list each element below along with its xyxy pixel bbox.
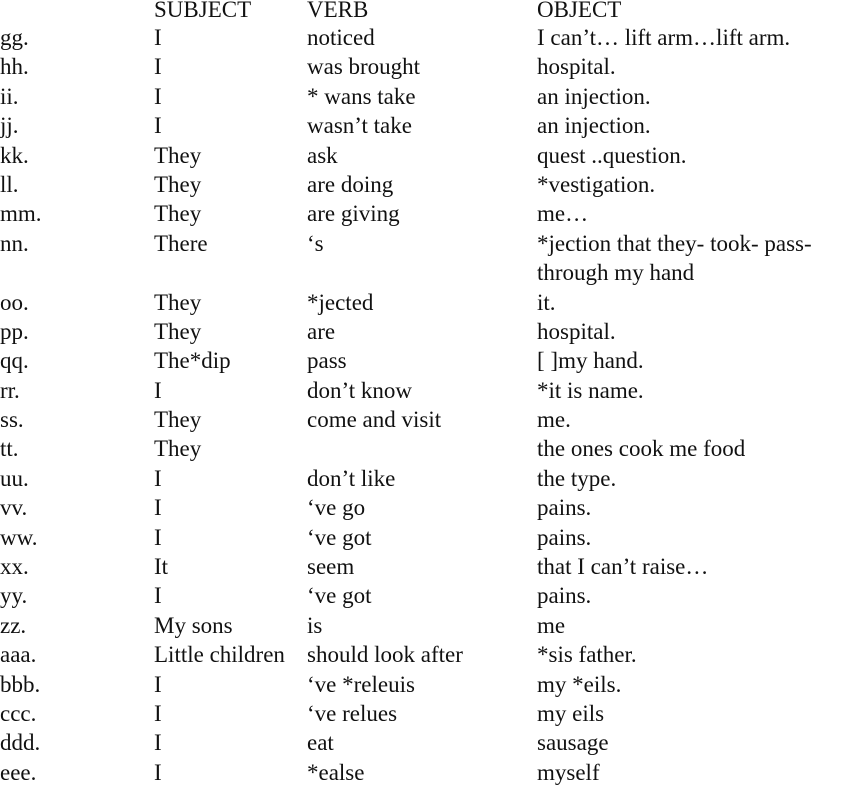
row-label: qq. — [0, 348, 29, 374]
row-label: ccc. — [0, 701, 37, 726]
table-row — [0, 288, 850, 317]
row-verb: ‘ve relues — [307, 701, 398, 726]
table-row — [0, 229, 850, 288]
row-object: *it is name. — [537, 377, 644, 403]
row-label: xx. — [0, 554, 29, 580]
row-object: it. — [537, 289, 556, 315]
row-verb: should look after — [307, 642, 463, 668]
row-subject: My sons — [154, 612, 233, 638]
row-label: oo. — [0, 289, 29, 315]
row-verb: ‘ve *releuis — [307, 671, 415, 697]
row-verb: ‘ve got — [307, 583, 372, 609]
row-label: eee. — [0, 759, 37, 785]
row-verb: come and visit — [307, 407, 442, 433]
table-row — [0, 405, 850, 434]
table-row — [0, 699, 850, 728]
row-subject: I — [154, 54, 162, 80]
row-verb: was brought — [307, 54, 421, 80]
table-row — [0, 728, 850, 757]
row-verb: ‘ve go — [307, 495, 366, 521]
table-row — [0, 23, 850, 52]
row-verb: *jected — [307, 289, 374, 315]
row-label: uu. — [0, 465, 29, 491]
row-label: yy. — [0, 583, 28, 609]
row-verb: ‘ve got — [307, 524, 372, 550]
row-verb: wasn’t take — [307, 113, 412, 139]
row-subject: They — [154, 171, 202, 197]
row-verb: are doing — [307, 171, 394, 197]
row-subject: It — [154, 554, 169, 580]
table-row — [0, 611, 850, 640]
row-object: [ ]my hand. — [537, 348, 644, 374]
table-row — [0, 758, 850, 787]
table-row — [0, 581, 850, 610]
row-label: bbb. — [0, 671, 41, 697]
row-label: aaa. — [0, 642, 37, 668]
row-object: pains. — [537, 524, 592, 550]
row-subject: I — [154, 759, 162, 785]
row-object: myself — [537, 759, 600, 785]
table-row — [0, 523, 850, 552]
row-subject: They — [154, 201, 202, 227]
table-row — [0, 199, 850, 228]
table-row — [0, 376, 850, 405]
row-verb: eat — [307, 730, 334, 756]
row-subject: I — [154, 113, 162, 139]
row-object-line-1: *jection that they- took- pass- — [537, 230, 812, 256]
row-object: my eils — [537, 701, 605, 726]
row-object: *vestigation. — [537, 171, 656, 197]
row-subject: They — [154, 289, 202, 315]
row-label: kk. — [0, 142, 29, 168]
row-verb: pass — [307, 348, 347, 374]
header-subject: SUBJECT — [154, 0, 252, 22]
row-object: an injection. — [537, 83, 651, 109]
row-subject: I — [154, 465, 162, 491]
row-object: me. — [537, 407, 571, 433]
row-verb: * wans take — [307, 83, 416, 109]
row-object: me… — [537, 201, 589, 227]
row-subject: I — [154, 583, 162, 609]
row-object: pains. — [537, 583, 592, 609]
row-object: hospital. — [537, 54, 616, 80]
row-subject: They — [154, 436, 202, 462]
row-object: an injection. — [537, 113, 651, 139]
row-label: ii. — [0, 83, 19, 109]
row-object: *sis father. — [537, 642, 637, 668]
table-header — [0, 0, 850, 23]
row-label: jj. — [0, 113, 19, 139]
table-row — [0, 141, 850, 170]
table-row — [0, 111, 850, 140]
row-subject: The*dip — [154, 348, 231, 374]
row-object: sausage — [537, 730, 609, 756]
table-row — [0, 346, 850, 375]
row-label: ddd. — [0, 730, 41, 756]
row-label: gg. — [0, 25, 29, 50]
row-object: the ones cook me food — [537, 436, 746, 462]
row-verb: are — [307, 318, 336, 344]
row-subject: I — [154, 701, 162, 726]
row-subject: I — [154, 730, 162, 756]
row-verb: is — [307, 612, 323, 638]
row-object: me — [537, 612, 566, 638]
row-label: nn. — [0, 230, 29, 256]
table-row — [0, 170, 850, 199]
table-row — [0, 493, 850, 522]
row-label: ll. — [0, 171, 19, 197]
row-label: mm. — [0, 201, 42, 227]
row-object: hospital. — [537, 318, 616, 344]
row-label: tt. — [0, 436, 19, 462]
header-verb: VERB — [307, 0, 369, 22]
row-object: pains. — [537, 495, 592, 521]
row-label: ss. — [0, 407, 24, 433]
row-object: that I can’t raise… — [537, 554, 709, 580]
row-subject: Little children — [154, 642, 285, 668]
row-object: quest ..question. — [537, 142, 687, 168]
row-object: I can’t… lift arm…lift arm. — [537, 25, 791, 50]
table-row — [0, 670, 850, 699]
row-subject: I — [154, 671, 162, 697]
row-verb: ask — [307, 142, 338, 168]
row-label: zz. — [0, 612, 27, 638]
row-object: my *eils. — [537, 671, 622, 697]
row-label: rr. — [0, 377, 20, 403]
row-verb: don’t like — [307, 465, 396, 491]
row-verb: are giving — [307, 201, 400, 227]
row-subject: They — [154, 142, 202, 168]
table-row — [0, 434, 850, 463]
row-label: vv. — [0, 495, 28, 521]
table-row — [0, 317, 850, 346]
row-object: the type. — [537, 465, 617, 491]
row-label: pp. — [0, 318, 29, 344]
row-verb: *ealse — [307, 759, 365, 785]
row-subject: They — [154, 318, 202, 344]
table-row — [0, 82, 850, 111]
row-label: hh. — [0, 54, 29, 80]
table-row — [0, 52, 850, 81]
row-verb: seem — [307, 554, 355, 580]
row-verb: noticed — [307, 25, 375, 50]
row-subject: They — [154, 407, 202, 433]
row-object-line-2: through my hand — [537, 260, 695, 286]
row-subject: I — [154, 377, 162, 403]
row-subject: I — [154, 25, 162, 50]
row-label: ww. — [0, 524, 38, 550]
row-subject: There — [154, 230, 208, 256]
row-verb: ‘s — [307, 230, 324, 256]
row-subject: I — [154, 495, 162, 521]
row-subject: I — [154, 524, 162, 550]
table-row — [0, 640, 850, 669]
row-subject: I — [154, 83, 162, 109]
table-row — [0, 464, 850, 493]
table-row — [0, 552, 850, 581]
header-object: OBJECT — [537, 0, 622, 22]
row-verb: don’t know — [307, 377, 412, 403]
